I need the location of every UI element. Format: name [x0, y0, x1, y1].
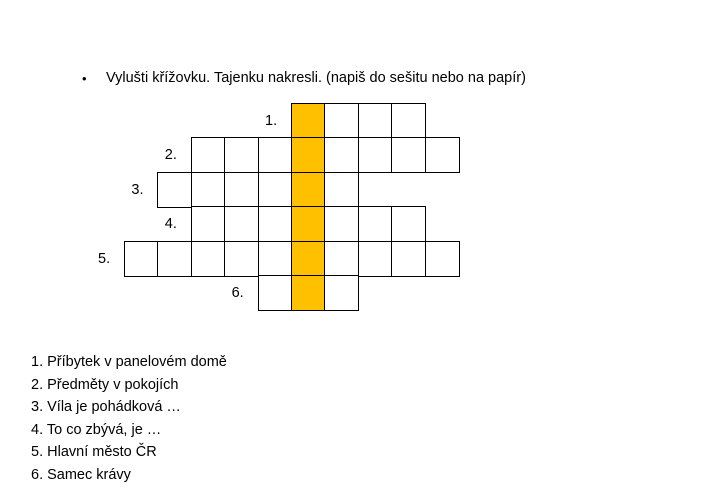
crossword-cell[interactable]: [224, 206, 259, 242]
bullet-icon: •: [82, 70, 87, 86]
crossword-row-number: 6.: [231, 285, 244, 301]
crossword-cell-tajenka[interactable]: [291, 103, 326, 139]
crossword-cell[interactable]: [258, 137, 293, 173]
crossword-cell-tajenka[interactable]: [291, 137, 326, 173]
crossword-cell[interactable]: [191, 137, 226, 173]
instruction-text: Vylušti křížovku. Tajenku nakresli. (napiš do sešitu nebo na papír): [106, 70, 526, 86]
crossword-cell[interactable]: [124, 241, 159, 277]
crossword-cell[interactable]: [425, 137, 460, 173]
crossword-cell[interactable]: [358, 241, 393, 277]
clue-item: 1. Příbytek v panelovém domě: [31, 354, 227, 370]
clue-item: 3. Víla je pohádková …: [31, 399, 181, 415]
crossword-cell-tajenka[interactable]: [291, 172, 326, 208]
crossword-row-number: 5.: [98, 250, 111, 267]
crossword-cell[interactable]: [324, 137, 359, 173]
crossword-cell[interactable]: [391, 103, 426, 139]
clue-item: 5. Hlavní město ČR: [31, 444, 157, 460]
crossword-cell[interactable]: [324, 275, 359, 311]
crossword-cell[interactable]: [391, 241, 426, 277]
crossword-cell[interactable]: [324, 206, 359, 242]
crossword-cell[interactable]: [258, 172, 293, 208]
crossword-row-number: 3.: [131, 181, 144, 198]
crossword-cell[interactable]: [224, 241, 259, 277]
crossword-cell[interactable]: [324, 172, 359, 208]
crossword-cell[interactable]: [224, 137, 259, 173]
crossword-row-number: 4.: [164, 216, 177, 233]
clue-item: 4. To co zbývá, je …: [31, 421, 162, 438]
crossword-cell[interactable]: [324, 241, 359, 277]
crossword-cell[interactable]: [358, 137, 393, 173]
crossword-cell[interactable]: [425, 241, 460, 277]
crossword-cell[interactable]: [157, 172, 192, 208]
crossword-cell[interactable]: [258, 206, 293, 242]
crossword-cell[interactable]: [258, 241, 293, 277]
crossword-cell[interactable]: [224, 172, 259, 208]
crossword-row-number: 2.: [164, 147, 177, 164]
crossword-row-number: 1.: [265, 113, 278, 129]
crossword-cell[interactable]: [258, 275, 293, 311]
crossword-cell[interactable]: [358, 206, 393, 242]
crossword-cell[interactable]: [157, 241, 192, 277]
crossword-cell-tajenka[interactable]: [291, 275, 326, 311]
crossword-cell[interactable]: [324, 103, 359, 139]
clue-item: 6. Samec krávy: [31, 466, 131, 483]
crossword-cell[interactable]: [191, 206, 226, 242]
crossword-cell[interactable]: [191, 172, 226, 208]
crossword-cell[interactable]: [391, 137, 426, 173]
crossword-cell[interactable]: [358, 103, 393, 139]
clue-item: 2. Předměty v pokojích: [31, 376, 179, 393]
crossword-cell-tajenka[interactable]: [291, 206, 326, 242]
crossword-cell-tajenka[interactable]: [291, 241, 326, 277]
crossword-cell[interactable]: [191, 241, 226, 277]
crossword-cell[interactable]: [391, 206, 426, 242]
clue-list: [31, 351, 227, 486]
